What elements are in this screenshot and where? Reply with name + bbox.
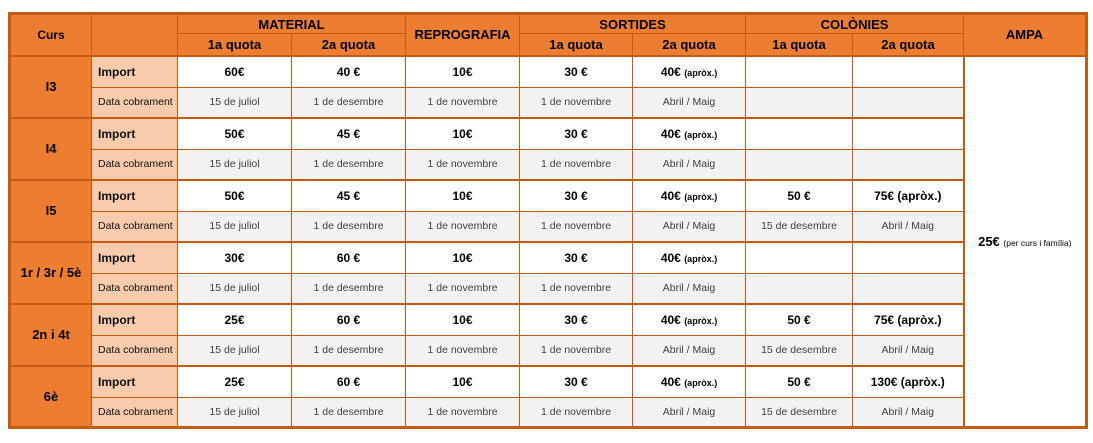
header-material-quota2: 2a quota	[292, 34, 406, 56]
amount-value: 10€	[452, 64, 473, 79]
cell-sortides-1a-import	[520, 304, 633, 336]
amount-value: 60 €	[336, 312, 361, 327]
amount-value: 30 €	[564, 64, 588, 79]
cell-material-2a-import	[292, 366, 406, 398]
row-label-import: Import	[92, 56, 178, 88]
amount-note: (apròx.)	[684, 377, 718, 388]
cell-sortides-1a-date: 1 de novembre	[520, 274, 633, 304]
course-row-dates	[10, 274, 1087, 304]
course-row-import	[10, 180, 1087, 212]
amount-value: 10€	[452, 126, 473, 141]
row-label-import: Import	[92, 242, 178, 274]
cell-colonies-2a-date: Abril / Maig	[853, 398, 964, 428]
cell-material-1a-import	[178, 180, 292, 212]
course-row-import	[10, 56, 1087, 88]
cell-reprografia-date: 1 de novembre	[406, 336, 520, 366]
amount-value: 30 €	[564, 312, 588, 327]
cell-material-2a-date: 1 de desembre	[292, 212, 406, 242]
cell-reprografia-import	[406, 180, 520, 212]
header-reprografia: REPROGRAFIA	[406, 14, 520, 56]
cell-colonies-2a-import	[853, 366, 964, 398]
row-label-data-cobrament: Data cobrament	[92, 398, 178, 428]
cell-sortides-2a-date: Abril / Maig	[633, 398, 746, 428]
ampa-note: (per curs i família)	[1003, 237, 1072, 248]
amount-value: 50 €	[787, 188, 811, 203]
cell-colonies-1a-date	[746, 274, 853, 304]
header-colonies: COLÒNIES	[746, 14, 964, 34]
cell-sortides-1a-date: 1 de novembre	[520, 150, 633, 180]
cell-material-1a-import	[178, 304, 292, 336]
cell-material-1a-import	[178, 366, 292, 398]
amount-value: 45 €	[336, 126, 361, 141]
amount-value: 50€	[224, 126, 245, 141]
header-material: MATERIAL	[178, 14, 406, 34]
cell-material-2a-date: 1 de desembre	[292, 398, 406, 428]
course-label: 6è	[10, 366, 92, 428]
cell-reprografia-date: 1 de novembre	[406, 88, 520, 118]
cell-sortides-1a-date: 1 de novembre	[520, 212, 633, 242]
amount-value: 60€	[224, 64, 245, 79]
cell-material-2a-import	[292, 180, 406, 212]
row-label-data-cobrament: Data cobrament	[92, 88, 178, 118]
row-label-import: Import	[92, 366, 178, 398]
amount-value: 40€	[660, 126, 681, 141]
course-row-dates	[10, 398, 1087, 428]
course-row-import	[10, 304, 1087, 336]
cell-reprografia-import	[406, 118, 520, 150]
amount-value: 30 €	[564, 188, 588, 203]
cell-colonies-1a-import	[746, 56, 853, 88]
amount-value: 50 €	[787, 374, 811, 389]
cell-sortides-2a-import	[633, 118, 746, 150]
cell-material-1a-import	[178, 56, 292, 88]
ampa-value-cell	[964, 56, 1087, 428]
amount-value: 10€	[452, 250, 473, 265]
table-body	[10, 56, 1087, 428]
amount-value: 50€	[224, 188, 245, 203]
amount-value: 50 €	[787, 312, 811, 327]
cell-material-2a-import	[292, 304, 406, 336]
cell-colonies-2a-date: Abril / Maig	[853, 212, 964, 242]
cell-colonies-1a-date: 15 de desembre	[746, 212, 853, 242]
amount-value: 30€	[224, 250, 245, 265]
cell-sortides-1a-import	[520, 180, 633, 212]
course-label: 1r / 3r / 5è	[10, 242, 92, 304]
header-empty	[92, 14, 178, 56]
cell-reprografia-import	[406, 242, 520, 274]
amount-value: 60 €	[336, 374, 361, 389]
header-colonies-quota1: 1a quota	[746, 34, 853, 56]
cell-material-1a-date: 15 de juliol	[178, 150, 292, 180]
cell-sortides-2a-date: Abril / Maig	[633, 212, 746, 242]
cell-sortides-1a-import	[520, 118, 633, 150]
cell-sortides-2a-date: Abril / Maig	[633, 88, 746, 118]
cell-colonies-1a-import	[746, 180, 853, 212]
amount-note: (apròx.)	[684, 67, 718, 78]
cell-material-2a-date: 1 de desembre	[292, 274, 406, 304]
cell-colonies-2a-import	[853, 180, 964, 212]
amount-value: 40€	[660, 312, 681, 327]
amount-value: 45 €	[336, 188, 361, 203]
ampa-amount: 25€	[978, 233, 1000, 249]
course-label: I3	[10, 56, 92, 118]
cell-sortides-1a-date: 1 de novembre	[520, 398, 633, 428]
row-label-data-cobrament: Data cobrament	[92, 336, 178, 366]
fees-table	[8, 12, 1088, 429]
cell-colonies-1a-import	[746, 304, 853, 336]
cell-reprografia-date: 1 de novembre	[406, 212, 520, 242]
cell-material-1a-date: 15 de juliol	[178, 398, 292, 428]
amount-value: 25€	[224, 312, 245, 327]
cell-reprografia-import	[406, 366, 520, 398]
amount-value: 60 €	[336, 250, 361, 265]
cell-sortides-2a-date: Abril / Maig	[633, 150, 746, 180]
cell-reprografia-date: 1 de novembre	[406, 274, 520, 304]
amount-value: 40€	[660, 374, 681, 389]
cell-colonies-1a-date: 15 de desembre	[746, 336, 853, 366]
cell-material-2a-date: 1 de desembre	[292, 88, 406, 118]
cell-sortides-2a-date: Abril / Maig	[633, 274, 746, 304]
fees-table-container	[8, 12, 1088, 429]
header-ampa: AMPA	[964, 14, 1087, 56]
cell-sortides-2a-import	[633, 366, 746, 398]
amount-value: 75€ (apròx.)	[874, 188, 942, 203]
amount-value: 10€	[452, 312, 473, 327]
amount-note: (apròx.)	[684, 191, 718, 202]
course-row-import	[10, 118, 1087, 150]
cell-material-1a-import	[178, 118, 292, 150]
cell-sortides-2a-import	[633, 180, 746, 212]
cell-reprografia-date: 1 de novembre	[406, 398, 520, 428]
course-label: 2n i 4t	[10, 304, 92, 366]
row-label-import: Import	[92, 304, 178, 336]
cell-sortides-1a-import	[520, 366, 633, 398]
cell-reprografia-import	[406, 56, 520, 88]
course-row-import	[10, 242, 1087, 274]
header-sortides-quota1: 1a quota	[520, 34, 633, 56]
cell-sortides-1a-date: 1 de novembre	[520, 336, 633, 366]
cell-colonies-2a-date	[853, 88, 964, 118]
course-row-dates	[10, 336, 1087, 366]
course-label: I4	[10, 118, 92, 180]
cell-sortides-1a-import	[520, 56, 633, 88]
cell-reprografia-date: 1 de novembre	[406, 150, 520, 180]
cell-colonies-2a-date	[853, 150, 964, 180]
header-curs: Curs	[10, 14, 92, 56]
amount-value: 30 €	[564, 374, 588, 389]
cell-reprografia-import	[406, 304, 520, 336]
course-row-import	[10, 366, 1087, 398]
cell-colonies-2a-import	[853, 304, 964, 336]
row-label-data-cobrament: Data cobrament	[92, 274, 178, 304]
amount-value: 40€	[660, 188, 681, 203]
row-label-import: Import	[92, 180, 178, 212]
course-row-dates	[10, 88, 1087, 118]
amount-value: 75€ (apròx.)	[874, 312, 942, 327]
amount-value: 40€	[660, 64, 681, 79]
cell-material-2a-date: 1 de desembre	[292, 336, 406, 366]
course-row-dates	[10, 150, 1087, 180]
header-sortides: SORTIDES	[520, 14, 746, 34]
header-material-quota1: 1a quota	[178, 34, 292, 56]
cell-colonies-1a-import	[746, 118, 853, 150]
cell-colonies-2a-date	[853, 274, 964, 304]
amount-note: (apròx.)	[684, 315, 718, 326]
cell-material-2a-import	[292, 118, 406, 150]
cell-sortides-2a-import	[633, 304, 746, 336]
cell-sortides-2a-import	[633, 56, 746, 88]
row-label-data-cobrament: Data cobrament	[92, 150, 178, 180]
cell-colonies-1a-date: 15 de desembre	[746, 398, 853, 428]
amount-value: 10€	[452, 188, 473, 203]
course-row-dates	[10, 212, 1087, 242]
header-sortides-quota2: 2a quota	[633, 34, 746, 56]
cell-material-1a-import	[178, 242, 292, 274]
cell-colonies-1a-import	[746, 366, 853, 398]
cell-colonies-2a-import	[853, 56, 964, 88]
cell-colonies-2a-date: Abril / Maig	[853, 336, 964, 366]
cell-sortides-2a-date: Abril / Maig	[633, 336, 746, 366]
amount-value: 30 €	[564, 126, 588, 141]
cell-material-2a-date: 1 de desembre	[292, 150, 406, 180]
cell-colonies-2a-import	[853, 242, 964, 274]
cell-sortides-1a-import	[520, 242, 633, 274]
course-label: I5	[10, 180, 92, 242]
cell-material-1a-date: 15 de juliol	[178, 88, 292, 118]
cell-material-1a-date: 15 de juliol	[178, 336, 292, 366]
cell-sortides-2a-import	[633, 242, 746, 274]
amount-value: 30 €	[564, 250, 588, 265]
amount-value: 40 €	[336, 64, 361, 79]
cell-material-1a-date: 15 de juliol	[178, 274, 292, 304]
amount-value: 40€	[660, 250, 681, 265]
cell-material-2a-import	[292, 242, 406, 274]
amount-value: 25€	[224, 374, 245, 389]
row-label-import: Import	[92, 118, 178, 150]
amount-note: (apròx.)	[684, 129, 718, 140]
amount-note: (apròx.)	[684, 253, 718, 264]
cell-colonies-2a-import	[853, 118, 964, 150]
cell-colonies-1a-import	[746, 242, 853, 274]
cell-colonies-1a-date	[746, 150, 853, 180]
cell-material-1a-date: 15 de juliol	[178, 212, 292, 242]
row-label-data-cobrament: Data cobrament	[92, 212, 178, 242]
cell-colonies-1a-date	[746, 88, 853, 118]
cell-sortides-1a-date: 1 de novembre	[520, 88, 633, 118]
amount-value: 10€	[452, 374, 473, 389]
header-colonies-quota2: 2a quota	[853, 34, 964, 56]
amount-value: 130€ (apròx.)	[870, 374, 945, 389]
cell-material-2a-import	[292, 56, 406, 88]
